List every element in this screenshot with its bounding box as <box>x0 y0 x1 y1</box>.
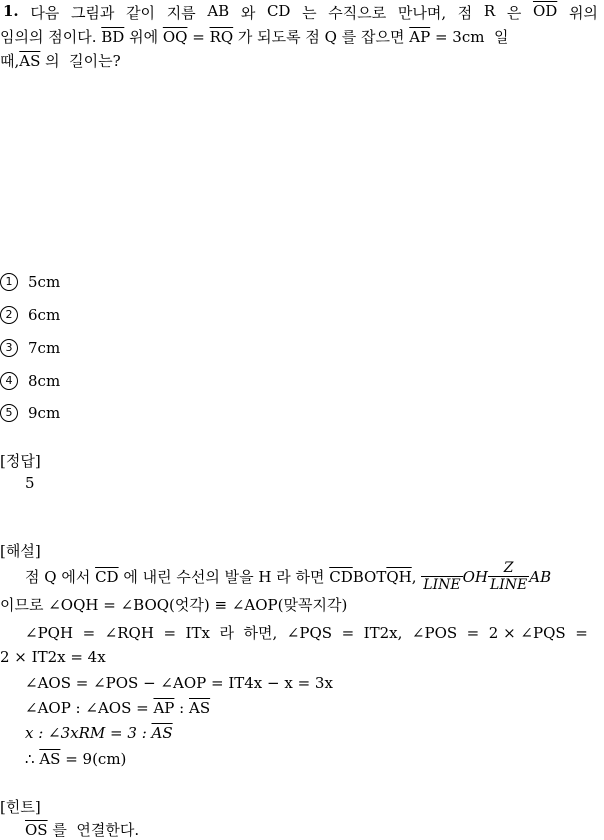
solution-text: BOT <box>352 567 387 586</box>
solution-text: 에 내린 수선의 발을 H 라 하면 <box>118 568 330 586</box>
solution-text: OH <box>462 567 488 586</box>
fraction-numerator <box>438 560 446 576</box>
problem-word: 와 <box>240 4 256 22</box>
choice-label: 9cm <box>28 404 61 422</box>
problem-word: R <box>483 2 496 20</box>
solution-line-7 <box>25 724 173 742</box>
problem-text: 의 길이는? <box>40 52 121 70</box>
choice-2[interactable] <box>0 306 60 324</box>
segment-as: $\overline{AS}$ <box>151 724 173 742</box>
problem-word: 같이 <box>126 4 156 22</box>
solution-line-2: 이므로 ∠OQH = ∠BOQ(엇각) ≡ ∠AOP(맞꼭지각) <box>0 596 348 614</box>
fraction-denominator: LINE <box>489 577 528 593</box>
solution-line-6 <box>25 699 210 717</box>
segment-od: $\overline{OD}$ <box>532 2 558 20</box>
segment-qh: $\overline{QH}$ <box>386 567 412 586</box>
problem-word: 위의 <box>568 4 598 22</box>
hint-line <box>25 819 139 840</box>
problem-text: 때, <box>0 52 20 70</box>
problem-word: 다음 <box>30 4 60 22</box>
segment-bd: $\overline{BD}$ <box>101 28 125 46</box>
solution-line-3: ∠PQH = ∠RQH = ITx 라 하면, ∠PQS = IT2x, ∠POS = 2 × ∠PQS = <box>25 624 588 642</box>
choice-label: 5cm <box>28 273 61 291</box>
choice-marker: 4 <box>0 372 18 390</box>
choice-5[interactable] <box>0 404 60 422</box>
answer-value: 5 <box>25 474 35 492</box>
problem-word: 수직으로 <box>328 4 387 22</box>
fraction-numerator: Z <box>503 560 514 576</box>
segment-as: $\overline{AS}$ <box>189 699 211 717</box>
solution-line-1 <box>25 560 551 593</box>
solution-text: = 9(cm) <box>60 750 127 768</box>
choice-label: 6cm <box>28 306 61 324</box>
solution-text: AB <box>529 567 552 586</box>
segment-oq: $\overline{OQ}$ <box>162 28 188 46</box>
problem-text: 임의의 점이다. <box>0 28 102 46</box>
choice-1[interactable] <box>0 273 60 291</box>
problem-text: 가 되도록 점 Q 를 잡으면 <box>233 28 410 46</box>
solution-text: ∠AOP : ∠AOS = <box>25 699 154 717</box>
problem-word: 지름 <box>166 4 196 22</box>
choice-label: 8cm <box>28 372 61 390</box>
problem-text: = <box>187 28 210 46</box>
problem-word: CD <box>266 2 291 20</box>
choice-marker: 5 <box>0 404 18 422</box>
solution-line-5: ∠AOS = ∠POS − ∠AOP = IT4x − x = 3x <box>25 674 333 692</box>
solution-text: : <box>174 699 189 717</box>
solution-line-4: 2 × IT2x = 4x <box>0 648 106 666</box>
fraction-line <box>421 560 462 593</box>
fraction-denominator: LINE <box>423 577 461 593</box>
problem-word: 은 <box>506 4 522 22</box>
solution-text: , <box>411 567 422 586</box>
problem-line-1 <box>3 2 598 23</box>
solution-line-8 <box>25 750 126 768</box>
problem-word: 는 <box>302 4 317 22</box>
problem-line-3 <box>0 50 121 71</box>
problem-word: 만나며, <box>397 4 447 22</box>
problem-word: AB <box>207 2 230 20</box>
segment-as: $\overline{AS}$ <box>19 52 41 70</box>
problem-number: 1. <box>3 2 19 20</box>
segment-os: $\overline{OS}$ <box>25 821 48 839</box>
solution-text: x : ∠3xRM = 3 : <box>25 724 152 742</box>
choice-marker: 2 <box>0 306 18 324</box>
segment-as: $\overline{AS}$ <box>39 750 61 768</box>
segment-cd: $\overline{CD}$ <box>329 567 353 586</box>
hint-text: 를 연결한다. <box>47 821 140 839</box>
solution-heading: [해설] <box>0 542 41 560</box>
answer-heading: [정답] <box>0 452 41 470</box>
segment-cd: $\overline{CD}$ <box>95 567 119 586</box>
problem-text: 위에 <box>124 28 163 46</box>
choice-4[interactable] <box>0 372 60 390</box>
problem-text: = 3cm 일 <box>430 28 509 46</box>
choice-marker: 1 <box>0 273 18 291</box>
choice-3[interactable] <box>0 339 60 357</box>
choice-label: 7cm <box>28 339 61 357</box>
segment-rq: $\overline{RQ}$ <box>209 28 234 46</box>
solution-text: ∴ <box>25 750 40 768</box>
choice-marker: 3 <box>0 339 18 357</box>
segment-ap: $\overline{AP}$ <box>409 28 431 46</box>
problem-word: 그림과 <box>70 4 115 22</box>
fraction-z-line <box>488 560 529 593</box>
segment-ap: $\overline{AP}$ <box>153 699 175 717</box>
solution-text: 점 Q 에서 <box>25 568 96 586</box>
problem-line-2 <box>0 26 509 47</box>
problem-word: 점 <box>457 4 473 22</box>
hint-heading: [힌트] <box>0 798 41 816</box>
